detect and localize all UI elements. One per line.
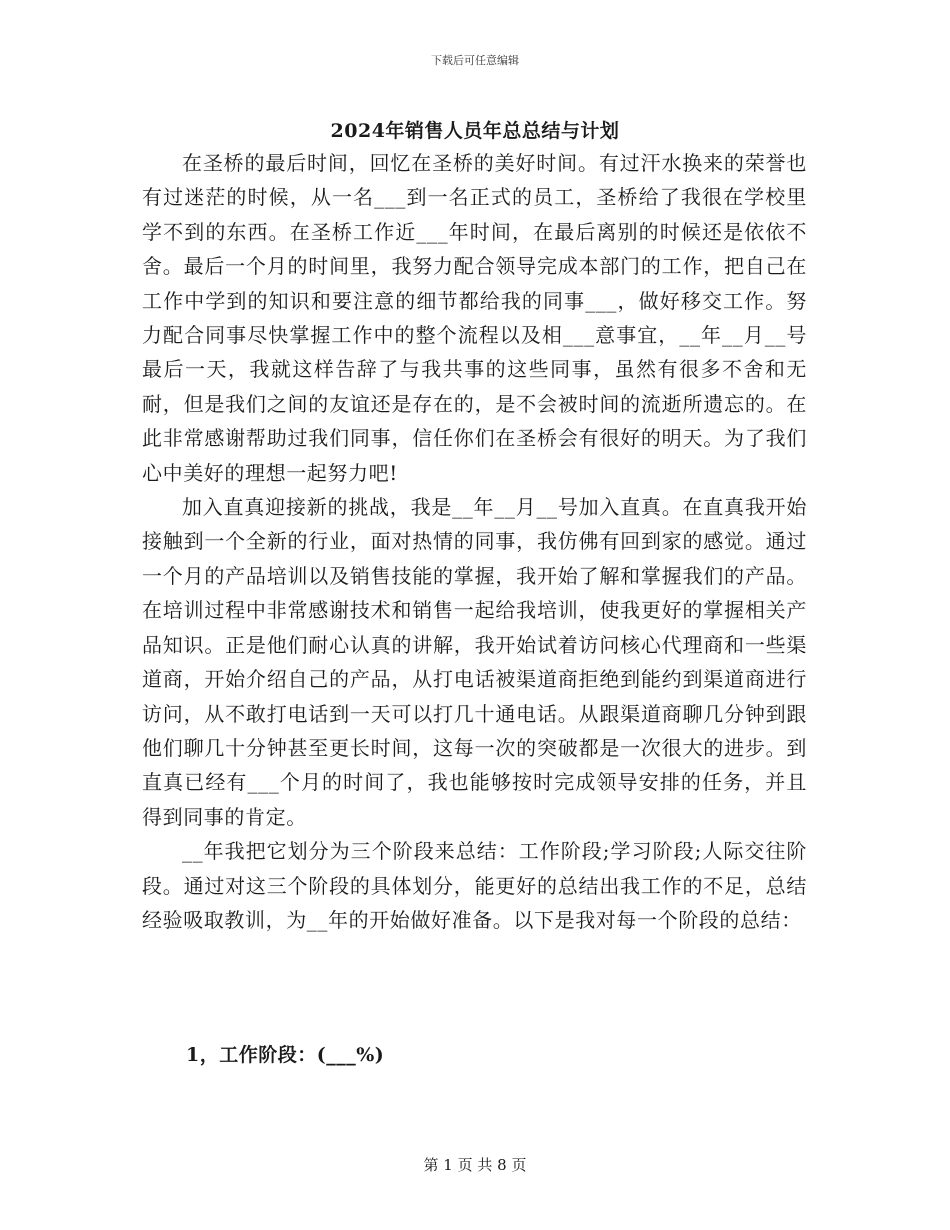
paragraph-3: __年我把它划分为三个阶段来总结：工作阶段;学习阶段;人际交往阶段。通过对这三个阶段的具体划分，能更好的总结出我工作的不足，总结经验吸取教训，为__年的开始做好准备。以下是我对每一个阶段的总结：	[142, 839, 807, 932]
page-number: 第 1 页 共 8 页	[423, 1156, 527, 1174]
document-title: 2024年销售人员年总总结与计划	[330, 120, 620, 142]
document-body	[142, 146, 807, 937]
paragraph-1: 在圣桥的最后时间，回忆在圣桥的美好时间。有过汗水换来的荣誉也有过迷茫的时候，从一名___到一名正式的员工，圣桥给了我很在学校里学不到的东西。在圣桥工作近___年时间，在最后离别的时候还是依依不舍。最后一个月的时间里，我努力配合领导完成本部门的工作，把自己在工作中学到的知识和要注意的细节都给我的同事___，做好移交工作。努力配合同事尽快掌握工作中的整个流程以及相___意事宜，__年__月__号最后一天，我就这样告辞了与我共事的这些同事，虽然有很多不舍和无耐，但是我们之间的友谊还是存在的，是不会被时间的流逝所遗忘的。在此非常感谢帮助过我们同事，信任你们在圣桥会有很好的明天。为了我们心中美好的理想一起努力吧!	[142, 151, 807, 485]
section-heading: 1，工作阶段：(___%)	[186, 1044, 385, 1066]
paragraph-2: 加入直真迎接新的挑战，我是__年__月__号加入直真。在直真我开始接触到一个全新的行业，面对热情的同事，我仿佛有回到家的感觉。通过一个月的产品培训以及销售技能的掌握，我开始了解和掌握我们的产品。在培训过程中非常感谢技术和销售一起给我培训，使我更好的掌握相关产品知识。正是他们耐心认真的讲解，我开始试着访问核心代理商和一些渠道商，开始介绍自己的产品，从打电话被渠道商拒绝到能约到渠道商进行访问，从不敢打电话到一天可以打几十通电话。从跟渠道商聊几分钟到跟他们聊几十分钟甚至更长时间，这每一次的突破都是一次很大的进步。到直真已经有___个月的时间了，我也能够按时完成领导安排的任务，并且得到同事的肯定。	[142, 495, 807, 829]
page-header-note: 下载后可任意编辑	[431, 54, 519, 67]
